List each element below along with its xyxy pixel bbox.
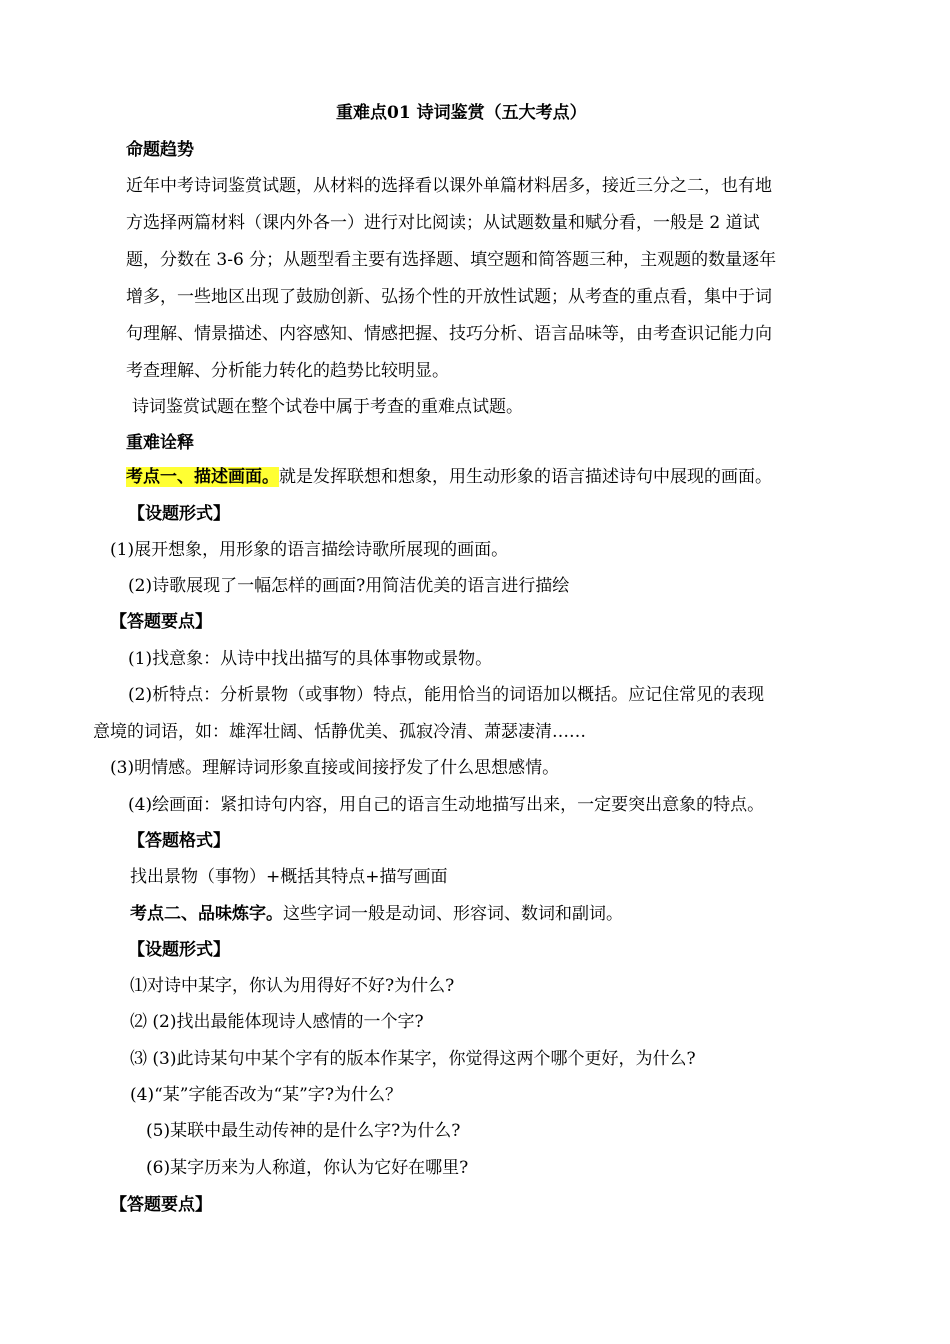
- point1-key-item: (2)析特点：分析景物（或事物）特点，能用恰当的词语加以概括。应记住常见的表现: [128, 685, 765, 705]
- point1-format: 找出景物（事物）+概括其特点+描写画面: [130, 867, 448, 887]
- point1-title: 考点一、描述画面。: [126, 467, 279, 487]
- page-title: 重难点01 诗词鉴赏（五大考点）: [336, 103, 587, 123]
- point1-form-item: (2)诗歌展现了一幅怎样的画面?用简洁优美的语言进行描绘: [128, 576, 570, 596]
- point2-line: [130, 901, 623, 927]
- point2-title: 考点二、品味炼字。: [130, 904, 283, 924]
- explain-heading: 重难诠释: [126, 433, 194, 453]
- point2-form-heading: 【设题形式】: [128, 940, 230, 960]
- point1-form-item: (1)展开想象，用形象的语言描绘诗歌所展现的画面。: [110, 540, 509, 560]
- point2-desc: 这些字词一般是动词、形容词、数词和副词。: [283, 904, 623, 924]
- point1-key-item: (3)明情感。理解诗词形象直接或间接抒发了什么思想感情。: [110, 758, 560, 778]
- point1-key-item: (1)找意象：从诗中找出描写的具体事物或景物。: [128, 649, 493, 669]
- point1-key-item: (4)绘画面：紧扣诗句内容，用自己的语言生动地描写出来，一定要突出意象的特点。: [128, 795, 765, 815]
- point2-form-item: (5)某联中最生动传神的是什么字?为什么?: [146, 1121, 461, 1141]
- point1-desc: 就是发挥联想和想象，用生动形象的语言描述诗句中展现的画面。: [279, 467, 772, 487]
- point1-key-item: 意境的词语，如：雄浑壮阔、恬静优美、孤寂冷清、萧瑟凄清……: [93, 722, 586, 742]
- trend-heading: 命题趋势: [126, 140, 194, 160]
- point2-form-item: ⑵ (2)找出最能体现诗人感情的一个字?: [130, 1012, 424, 1032]
- point1-format-heading: 【答题格式】: [128, 831, 230, 851]
- point2-form-item: ⑴对诗中某字，你认为用得好不好?为什么?: [130, 976, 455, 996]
- trend-line: 增多，一些地区出现了鼓励创新、弘扬个性的开放性试题；从考查的重点看，集中于词: [126, 287, 772, 307]
- point1-key-heading: 【答题要点】: [110, 612, 212, 632]
- trend-line: 句理解、情景描述、内容感知、情感把握、技巧分析、语言品味等，由考查识记能力向: [126, 324, 772, 344]
- trend-line: 题，分数在 3-6 分；从题型看主要有选择题、填空题和简答题三种，主观题的数量逐年: [126, 250, 777, 270]
- trend-line: 方选择两篇材料（课内外各一）进行对比阅读；从试题数量和赋分看，一般是 2 道试: [126, 213, 760, 233]
- point2-form-item: (4)“某”字能否改为“某”字?为什么？: [130, 1085, 402, 1105]
- trend-line: 近年中考诗词鉴赏试题，从材料的选择看以课外单篇材料居多，接近三分之二，也有地: [126, 176, 772, 196]
- trend-line: 考查理解、分析能力转化的趋势比较明显。: [126, 361, 449, 381]
- point1-form-heading: 【设题形式】: [128, 504, 230, 524]
- point2-form-item: (6)某字历来为人称道，你认为它好在哪里?: [146, 1158, 469, 1178]
- point2-form-item: ⑶ (3)此诗某句中某个字有的版本作某字，你觉得这两个哪个更好，为什么?: [130, 1049, 696, 1069]
- point1-line: [126, 464, 772, 490]
- trend-summary: 诗词鉴赏试题在整个试卷中属于考查的重难点试题。: [132, 397, 523, 417]
- point2-key-heading: 【答题要点】: [110, 1195, 212, 1215]
